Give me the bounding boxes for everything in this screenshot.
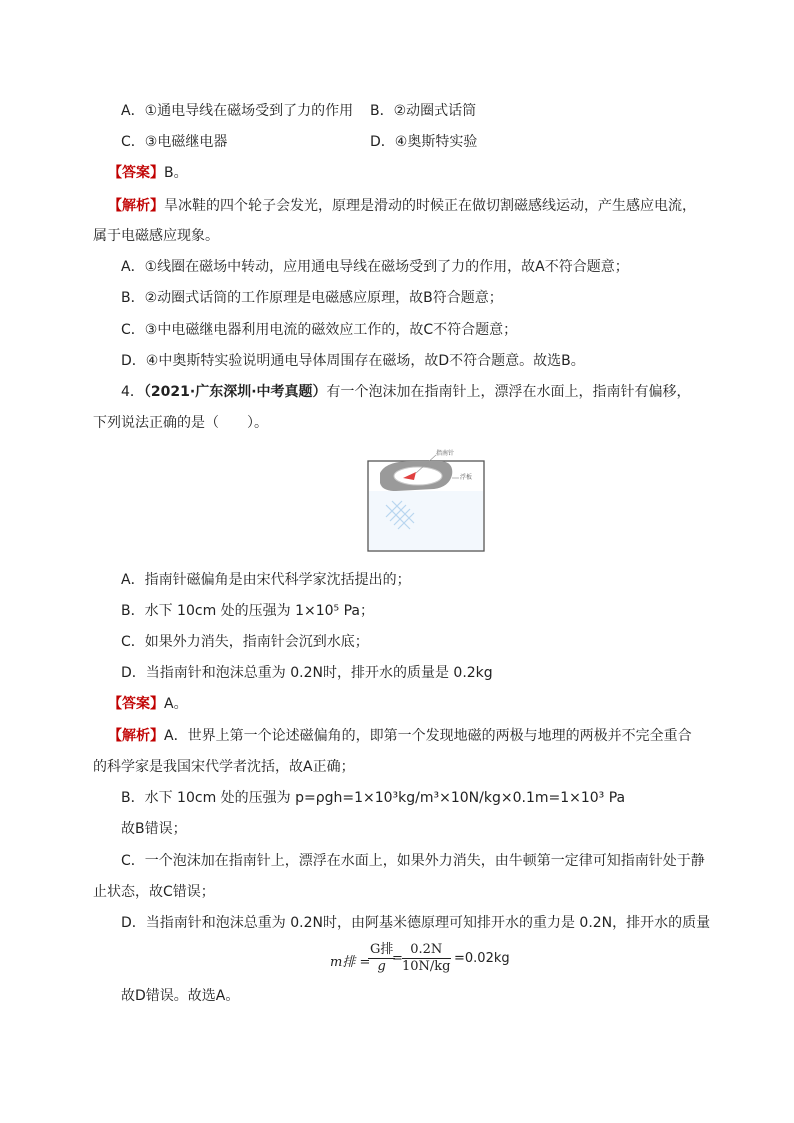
q3-answer xyxy=(108,163,188,183)
q4-stem: 有一个泡沫加在指南针上，漂浮在水面上，指南针有偏移， xyxy=(326,384,691,400)
analysis-tag: 【解析】 xyxy=(108,728,164,744)
q3-analysis-a: A．①线圈在磁场中转动，应用通电导线在磁场受到了力的作用，故A不符合题意； xyxy=(121,259,629,275)
compass-foam-figure xyxy=(356,447,496,553)
answer-value: A。 xyxy=(164,696,188,712)
q4-stem-line-2: 下列说法正确的是（ ）。 xyxy=(93,415,268,431)
q3-option-d: D．④奥斯特实验 xyxy=(370,134,478,150)
answer-tag: 【答案】 xyxy=(108,165,164,181)
answer-tag: 【答案】 xyxy=(108,696,164,712)
q4-analysis-b-line-1: B．水下 10cm 处的压强为 p=ρgh=1×10³kg/m³×10N/kg×0.1m=1×10³ Pa xyxy=(121,790,626,806)
q4-analysis-c-line-2: 止状态，故C错误； xyxy=(93,884,215,900)
q4-option-c: C．如果外力消失，指南针会沉到水底； xyxy=(121,634,369,650)
q4-analysis-d-line-2: 故D错误。故选A。 xyxy=(121,988,240,1004)
equation-result: =0.02kg xyxy=(454,951,510,966)
q4-analysis-line-1 xyxy=(108,726,692,746)
mass-equation xyxy=(330,942,530,978)
q4-analysis-line-2: 的科学家是我国宋代学者沈括，故A正确； xyxy=(93,759,355,775)
q3-option-c: C．③电磁继电器 xyxy=(121,134,228,150)
compass-diagram-icon xyxy=(356,447,496,553)
q3-analysis-c: C．③中电磁继电器利用电流的磁效应工作的，故C不符合题意； xyxy=(121,322,518,338)
q4-analysis-d-line-1: D．当指南针和泡沫总重为 0.2N时，由阿基米德原理可知排开水的重力是 0.2N，排开水的质量 xyxy=(121,915,711,931)
figure-label-foam: 浮板 xyxy=(460,474,473,481)
q3-analysis-line-1 xyxy=(108,196,696,216)
q4-answer xyxy=(108,694,188,714)
figure-label-needle: 指南针 xyxy=(436,450,455,457)
fraction-denominator: 10N/kg xyxy=(402,959,451,974)
answer-value: B。 xyxy=(164,165,188,181)
fraction-denominator: g xyxy=(377,959,386,974)
q4-stem-line-1 xyxy=(121,382,691,402)
q3-analysis-line-2: 属于电磁感应现象。 xyxy=(93,228,219,244)
fraction-numerator: 0.2N xyxy=(402,942,451,959)
q4-option-d: D．当指南针和泡沫总重为 0.2N时，排开水的质量是 0.2kg xyxy=(121,665,493,681)
equation-lhs: m排 = xyxy=(330,955,371,970)
fraction-numerator: G排 xyxy=(370,942,394,957)
q3-analysis-d: D．④中奥斯特实验说明通电导体周围存在磁场，故D不符合题意。故选B。 xyxy=(121,353,585,369)
q4-number: 4． xyxy=(121,384,144,400)
analysis-text: A．世界上第一个论述磁偏角的，即第一个发现地磁的两极与地理的两极并不完全重合 xyxy=(164,728,692,744)
q3-option-a: A．①通电导线在磁场受到了力的作用 xyxy=(121,103,354,119)
analysis-text: 旱冰鞋的四个轮子会发光，原理是滑动的时候正在做切割磁感线运动，产生感应电流， xyxy=(164,198,696,214)
q4-option-b: B．水下 10cm 处的压强为 1×10⁵ Pa； xyxy=(121,603,375,619)
q4-analysis-c-line-1: C．一个泡沫加在指南针上，漂浮在水面上，如果外力消失，由牛顿第一定律可知指南针处于静 xyxy=(121,853,705,869)
fraction-values xyxy=(402,942,451,975)
q4-source: （2021·广东深圳·中考真题） xyxy=(143,384,327,400)
analysis-tag: 【解析】 xyxy=(108,198,164,214)
equals-sign: = xyxy=(392,951,403,966)
q3-option-b: B．②动圈式话筒 xyxy=(370,103,477,119)
q4-analysis-b-line-2: 故B错误； xyxy=(121,821,187,837)
q3-analysis-b: B．②动圈式话筒的工作原理是电磁感应原理，故B符合题意； xyxy=(121,290,503,306)
q4-option-a: A．指南针磁偏角是由宋代科学家沈括提出的； xyxy=(121,572,411,588)
